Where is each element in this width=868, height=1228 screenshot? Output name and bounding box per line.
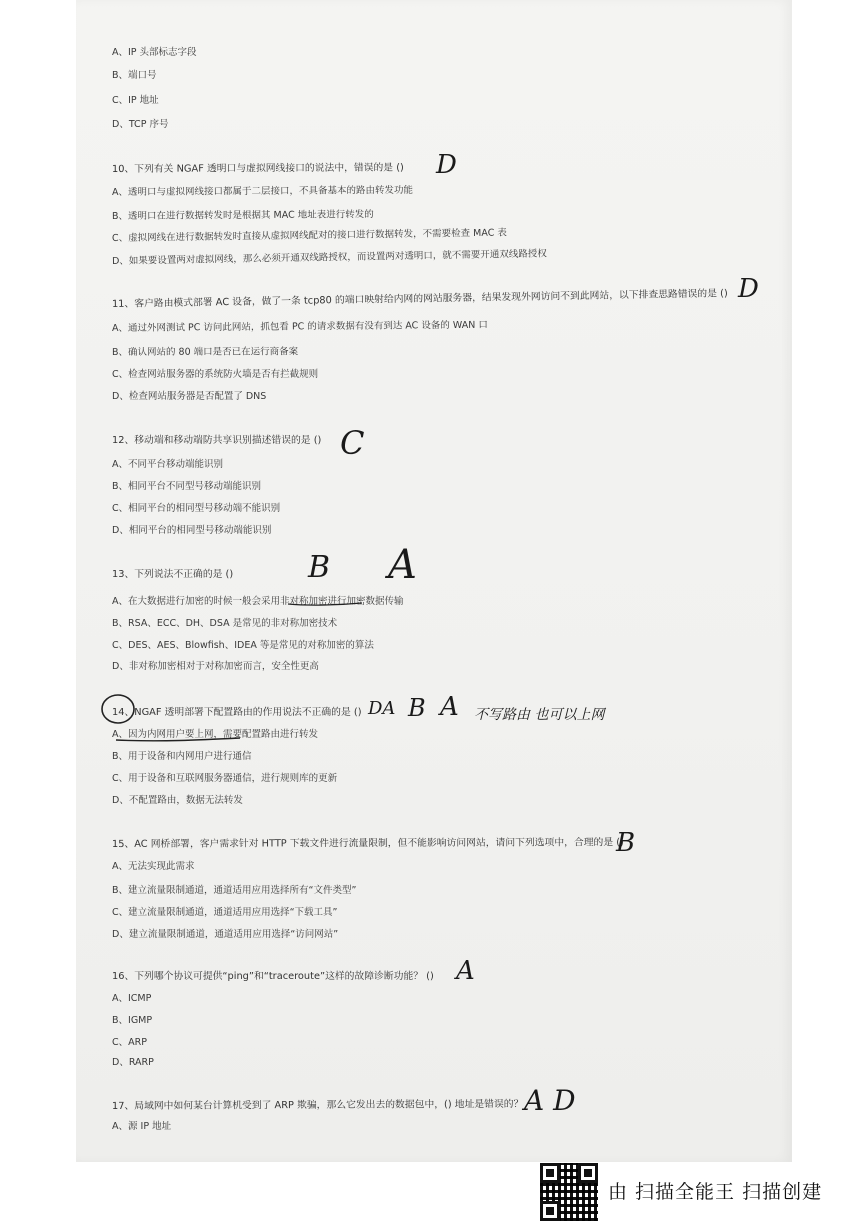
question-stem: 11、客户路由模式部署 AC 设备，做了一条 tcp80 的端口映射给内网的网站服务器，结果发现外网访问不到此网站，以下排查思路错误的是 () [111,288,728,310]
answer-option: C、检查网站服务器的系统防火墙是否有拦截规则 [112,369,319,380]
answer-option: A、无法实现此需求 [112,861,195,872]
answer-option: A、透明口与虚拟网线接口都属于二层接口，不具备基本的路由转发功能 [111,184,414,198]
handwritten-mark: A [440,692,459,722]
answer-option: D、相同平台的相同型号移动端能识别 [112,525,272,536]
answer-option: A、IP 头部标志字段 [112,47,197,58]
answer-option: D、TCP 序号 [112,119,169,130]
handwritten-mark: B [308,550,331,585]
answer-option: B、透明口在进行数据转发时是根据其 MAC 地址表进行转发的 [111,209,374,222]
answer-option: A、不同平台移动端能识别 [112,459,223,470]
answer-option: B、IGMP [112,1015,153,1026]
answer-option: B、建立流量限制通道，通道适用应用选择所有“文件类型” [112,885,357,896]
answer-option: D、不配置路由，数据无法转发 [112,795,243,806]
handwritten-mark: C [340,424,365,462]
answer-option: B、用于设备和内网用户进行通信 [112,751,252,762]
handwritten-mark: DA [368,698,396,719]
answer-option: C、IP 地址 [112,95,159,106]
answer-option: C、DES、AES、Blowfish、IDEA 等是常见的对称加密的算法 [112,640,374,651]
answer-option: B、相同平台不同型号移动端能识别 [112,481,262,492]
answer-option: D、检查网站服务器是否配置了 DNS [112,391,267,402]
handwritten-mark: B [408,694,426,722]
answer-option: B、端口号 [112,70,157,81]
handwritten-mark: 不写路由 也可以上网 [474,707,605,723]
question-stem: 12、移动端和移动端防共享识别描述错误的是 () [112,435,322,446]
answer-option: A、因为内网用户要上网，需要配置路由进行转发 [112,729,318,740]
answer-option: D、建立流量限制通道，通道适用应用选择“访问网站” [112,929,339,940]
question-stem: 16、下列哪个协议可提供“ping”和“traceroute”这样的故障诊断功能？ () [112,971,434,982]
handwritten-mark: B [616,828,636,858]
answer-option: D、非对称加密相对于对称加密而言，安全性更高 [112,661,319,672]
question-stem: 15、AC 网桥部署，客户需求针对 HTTP 下载文件进行流量限制，但不能影响访问网站，请问下列选项中，合理的是 () [111,837,624,850]
handwritten-mark: A D [524,1084,576,1117]
qr-code-icon [540,1163,598,1221]
answer-option: B、RSA、ECC、DH、DSA 是常见的非对称加密技术 [112,618,338,629]
answer-option: C、ARP [112,1037,147,1048]
answer-option: C、用于设备和互联网服务器通信，进行规则库的更新 [112,773,338,784]
handwritten-mark: A [388,542,417,588]
answer-option: C、相同平台的相同型号移动端不能识别 [112,503,281,514]
question-stem: 17、局域网中如何某台计算机受到了 ARP 欺骗，那么它发出去的数据包中，() 地址是错误的？ [111,1098,524,1112]
question-stem: 14、NGAF 透明部署下配置路由的作用说法不正确的是 () [112,707,362,718]
handwritten-mark: A [456,956,475,986]
handwritten-mark: D [738,274,759,304]
qr-finder-tl [540,1163,560,1183]
answer-option: A、在大数据进行加密的时候一般会采用非对称加密进行加密数据传输 [112,596,404,607]
answer-option: D、如果要设置两对虚拟网线，那么必须开通双线路授权，而设置两对透明口，就不需要开通双线路授权 [111,248,547,267]
answer-option: C、虚拟网线在进行数据转发时直接从虚拟网线配对的接口进行数据转发，不需要检查 MAC 表 [111,227,507,244]
answer-option: C、建立流量限制通道，通道适用应用选择“下载工具” [112,907,338,918]
qr-finder-tr [578,1163,598,1183]
answer-option: A、通过外网测试 PC 访问此网站，抓包看 PC 的请求数据有没有到达 AC 设备的 WAN 口 [111,319,488,334]
question-stem: 10、下列有关 NGAF 透明口与虚拟网线接口的说法中，错误的是 () [111,162,404,175]
handwritten-mark: D [436,150,457,180]
answer-option: D、RARP [112,1057,154,1068]
scanner-brand-text: 由 扫描全能王 扫描创建 [608,1181,823,1203]
qr-finder-bl [540,1201,560,1221]
scanner-footer [540,1163,860,1219]
answer-option: A、源 IP 地址 [112,1121,172,1132]
answer-option: B、确认网站的 80 端口是否已在运行商备案 [111,346,299,358]
question-stem: 13、下列说法不正确的是 () [112,569,234,580]
answer-option: A、ICMP [112,993,152,1004]
